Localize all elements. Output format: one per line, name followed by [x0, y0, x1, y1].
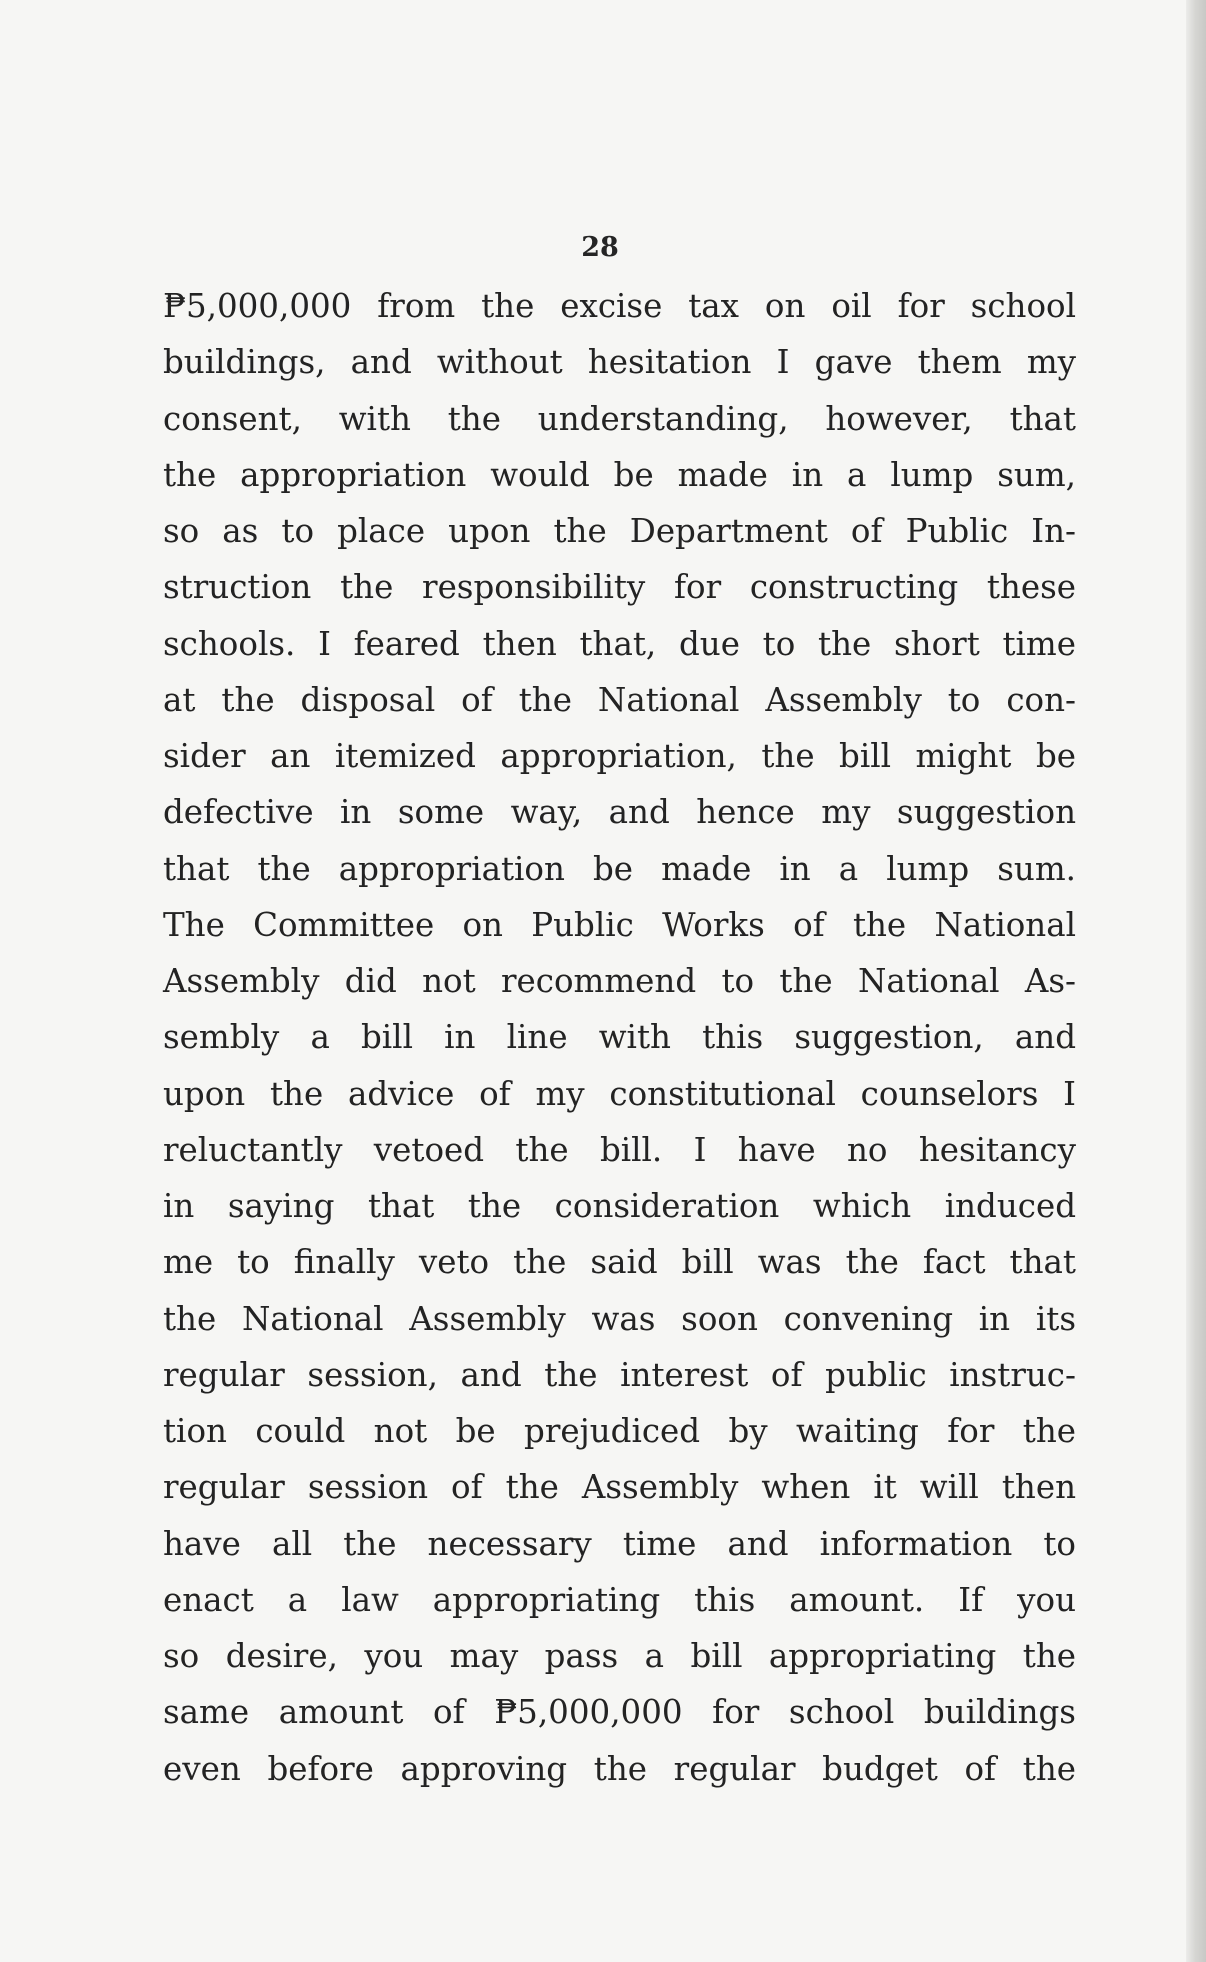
- text-line-6: struction the responsibility for constructing these: [163, 568, 1076, 607]
- text-line-7: schools. I feared then that, due to the short time: [163, 624, 1076, 663]
- text-line-19: the National Assembly was soon convening in its: [163, 1299, 1076, 1338]
- text-line-13: Assembly did not recommend to the National As-: [163, 962, 1076, 1000]
- text-line-22: regular session of the Assembly when it will then: [163, 1468, 1076, 1507]
- text-line-26: same amount of ₱5,000,000 for school buildings: [163, 1693, 1076, 1732]
- text-line-8: at the disposal of the National Assembly to con-: [163, 680, 1076, 719]
- page-number: 28: [581, 232, 619, 263]
- page-edge-shadow: [1186, 0, 1206, 1962]
- text-line-4: the appropriation would be made in a lump sum,: [163, 455, 1076, 494]
- text-line-12: The Committee on Public Works of the National: [163, 905, 1076, 944]
- text-line-15: upon the advice of my constitutional counselors I: [163, 1074, 1076, 1113]
- body-text: [163, 278, 1076, 1797]
- text-line-21: tion could not be prejudiced by waiting for the: [163, 1412, 1076, 1450]
- text-line-23: have all the necessary time and information to: [163, 1524, 1076, 1563]
- text-line-16: reluctantly vetoed the bill. I have no hesitancy: [163, 1130, 1076, 1169]
- text-line-27: even before approving the regular budget of the: [163, 1749, 1076, 1788]
- text-line-17: in saying that the consideration which induced: [163, 1187, 1076, 1225]
- text-line-3: consent, with the understanding, however, that: [163, 399, 1076, 438]
- text-line-24: enact a law appropriating this amount. If you: [163, 1580, 1076, 1619]
- text-line-1: ₱5,000,000 from the excise tax on oil for school: [163, 287, 1076, 325]
- text-line-25: so desire, you may pass a bill appropriating the: [163, 1637, 1076, 1675]
- text-line-9: sider an itemized appropriation, the bill might be: [163, 737, 1076, 775]
- text-line-18: me to finally veto the said bill was the fact that: [163, 1243, 1076, 1282]
- text-line-5: so as to place upon the Department of Public In-: [163, 512, 1076, 550]
- text-line-14: sembly a bill in line with this suggestion, and: [163, 1018, 1076, 1057]
- text-line-2: buildings, and without hesitation I gave them my: [163, 343, 1076, 382]
- text-line-10: defective in some way, and hence my suggestion: [163, 793, 1076, 832]
- text-line-20: regular session, and the interest of public instruc-: [163, 1355, 1076, 1394]
- text-line-11: that the appropriation be made in a lump sum.: [163, 849, 1076, 888]
